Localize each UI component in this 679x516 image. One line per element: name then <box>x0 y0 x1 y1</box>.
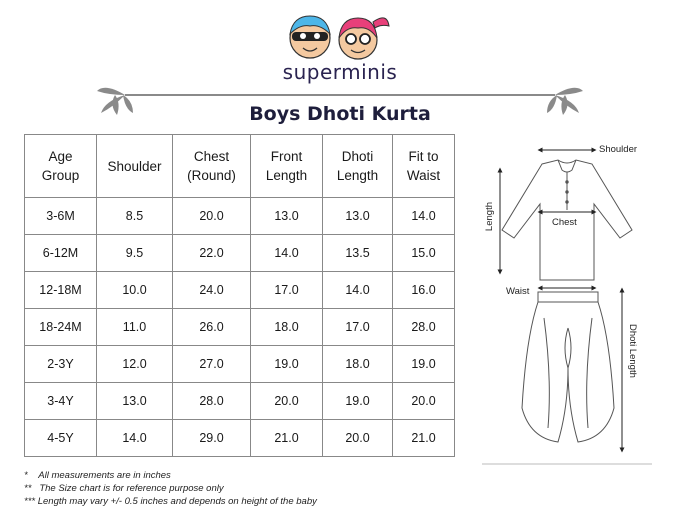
table-cell: 13.0 <box>97 383 173 420</box>
table-cell: 6-12M <box>25 235 97 272</box>
table-cell: 12.0 <box>97 346 173 383</box>
kurta-dhoti-illustration <box>482 138 672 468</box>
table-cell: 27.0 <box>173 346 251 383</box>
table-cell: 18.0 <box>323 346 393 383</box>
footnote: *** Length may vary +/- 0.5 inches and depends on height of the baby <box>24 496 317 507</box>
dhoti-icon <box>522 292 614 442</box>
table-cell: 3-4Y <box>25 383 97 420</box>
table-cell: 15.0 <box>393 235 455 272</box>
table-cell: 20.0 <box>323 420 393 457</box>
header-chest: Chest (Round) <box>173 135 251 198</box>
boy-mascot-icon <box>290 16 330 58</box>
table-cell: 14.0 <box>393 198 455 235</box>
table-cell: 20.0 <box>393 383 455 420</box>
table-cell: 9.5 <box>97 235 173 272</box>
brand-name: superminis <box>282 60 398 84</box>
table-cell: 17.0 <box>251 272 323 309</box>
leaf-left-icon <box>97 88 133 115</box>
header-age-group: Age Group <box>25 135 97 198</box>
table-cell: 22.0 <box>173 235 251 272</box>
table-cell: 8.5 <box>97 198 173 235</box>
table-cell: 3-6M <box>25 198 97 235</box>
table-row <box>25 272 455 309</box>
table-cell: 28.0 <box>393 309 455 346</box>
table-cell: 10.0 <box>97 272 173 309</box>
shoulder-label: Shoulder <box>599 144 638 155</box>
length-label: Length <box>484 202 495 232</box>
size-chart-table <box>24 134 455 457</box>
table-cell: 21.0 <box>251 420 323 457</box>
table-cell: 18.0 <box>251 309 323 346</box>
table-cell: 17.0 <box>323 309 393 346</box>
table-cell: 11.0 <box>97 309 173 346</box>
measurement-diagram <box>482 138 672 468</box>
table-cell: 13.0 <box>323 198 393 235</box>
table-cell: 19.0 <box>251 346 323 383</box>
table-cell: 12-18M <box>25 272 97 309</box>
chest-label: Chest <box>552 217 577 228</box>
table-row <box>25 383 455 420</box>
dhoti-length-label: Dhoti Length <box>627 324 638 378</box>
table-cell: 20.0 <box>173 198 251 235</box>
leaf-right-icon <box>547 88 583 115</box>
header-front-length: Front Length <box>251 135 323 198</box>
table-row <box>25 420 455 457</box>
table-cell: 19.0 <box>393 346 455 383</box>
table-header-row <box>25 135 455 198</box>
table-cell: 21.0 <box>393 420 455 457</box>
header-shoulder: Shoulder <box>97 135 173 198</box>
girl-mascot-icon <box>339 18 389 59</box>
table-row <box>25 309 455 346</box>
header-dhoti-length: Dhoti Length <box>323 135 393 198</box>
footnotes <box>24 469 317 508</box>
table-cell: 29.0 <box>173 420 251 457</box>
table-cell: 14.0 <box>97 420 173 457</box>
table-cell: 19.0 <box>323 383 393 420</box>
table-cell: 4-5Y <box>25 420 97 457</box>
table-row <box>25 346 455 383</box>
header-fit-to-waist: Fit to Waist <box>393 135 455 198</box>
table-cell: 2-3Y <box>25 346 97 383</box>
table-cell: 28.0 <box>173 383 251 420</box>
table-row <box>25 198 455 235</box>
waist-label: Waist <box>506 286 530 297</box>
table-row <box>25 235 455 272</box>
table-cell: 16.0 <box>393 272 455 309</box>
table-cell: 18-24M <box>25 309 97 346</box>
table-cell: 20.0 <box>251 383 323 420</box>
table-cell: 13.5 <box>323 235 393 272</box>
page-title: Boys Dhoti Kurta <box>249 103 431 125</box>
table-cell: 26.0 <box>173 309 251 346</box>
table-cell: 24.0 <box>173 272 251 309</box>
footnote: * All measurements are in inches <box>24 470 171 481</box>
table-cell: 14.0 <box>251 235 323 272</box>
table-cell: 14.0 <box>323 272 393 309</box>
table-cell: 13.0 <box>251 198 323 235</box>
footnote: ** The Size chart is for reference purpose only <box>24 483 224 494</box>
